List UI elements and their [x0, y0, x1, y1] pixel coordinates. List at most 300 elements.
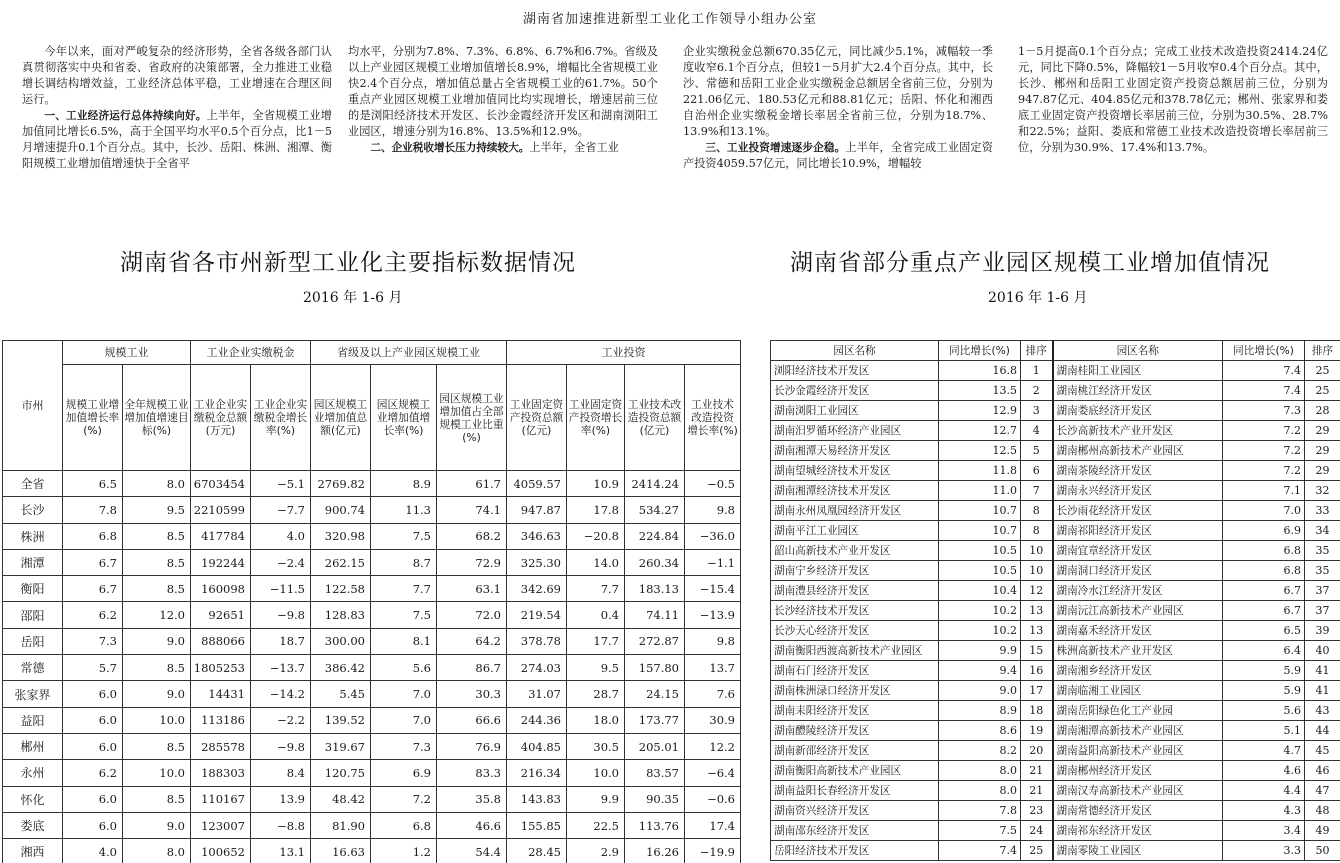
value-cell: −19.9	[685, 839, 741, 863]
rank-cell: 10	[1021, 561, 1053, 581]
article-columns	[0, 44, 1340, 204]
value-cell: 10.0	[123, 707, 191, 733]
rank-cell: 7	[1021, 481, 1053, 501]
growth-cell: 10.2	[939, 621, 1021, 641]
value-cell: 342.69	[507, 576, 567, 602]
right-table-subtitle: 2016 年 1-6 月	[988, 290, 1088, 306]
table-row	[3, 602, 741, 628]
value-cell: 10.0	[123, 760, 191, 786]
value-cell: 5.7	[63, 655, 123, 681]
value-cell: 66.6	[437, 707, 507, 733]
value-cell: −5.1	[251, 471, 311, 497]
park-name-cell: 湖南湘潭高新技术产业园区	[1053, 721, 1223, 741]
park-name-cell: 湖南益阳长春经济开发区	[771, 781, 939, 801]
rank-cell: 29	[1305, 461, 1340, 481]
right-table-title: 湖南省部分重点产业园区规模工业增加值情况	[790, 250, 1270, 276]
growth-cell: 5.9	[1223, 661, 1305, 681]
column-header: 园区规模工业增加值占全部规模工业比重(%)	[437, 365, 507, 471]
park-name-cell: 湖南新邵经济开发区	[771, 741, 939, 761]
value-cell: 378.78	[507, 628, 567, 654]
park-name-cell: 湖南衡阳高新技术产业园区	[771, 761, 939, 781]
rank-cell: 40	[1305, 641, 1340, 661]
park-name-cell: 湖南祁阳经济开发区	[1053, 521, 1223, 541]
growth-cell: 6.5	[1223, 621, 1305, 641]
rank-cell: 8	[1021, 501, 1053, 521]
value-cell: 46.6	[437, 812, 507, 838]
value-cell: 123007	[191, 812, 251, 838]
value-cell: 325.30	[507, 549, 567, 575]
value-cell: 17.7	[567, 628, 625, 654]
value-cell: 7.8	[63, 497, 123, 523]
park-name-cell: 湖南临湘工业园区	[1053, 681, 1223, 701]
growth-cell: 6.4	[1223, 641, 1305, 661]
value-cell: 113186	[191, 707, 251, 733]
rank-cell: 47	[1305, 781, 1340, 801]
value-cell: 404.85	[507, 733, 567, 759]
park-name-cell: 长沙金霞经济开发区	[771, 381, 939, 401]
growth-cell: 7.5	[939, 821, 1021, 841]
value-cell: 30.5	[567, 733, 625, 759]
growth-cell: 9.0	[939, 681, 1021, 701]
growth-cell: 13.5	[939, 381, 1021, 401]
city-name-cell: 长沙	[3, 497, 63, 523]
value-cell: −13.9	[685, 602, 741, 628]
table-row	[771, 521, 1340, 541]
value-cell: 14.0	[567, 549, 625, 575]
growth-cell: 4.3	[1223, 801, 1305, 821]
city-indicators-table	[2, 340, 741, 863]
value-cell: 9.0	[123, 812, 191, 838]
value-cell: −2.2	[251, 707, 311, 733]
park-name-cell: 湖南湘潭经济技术开发区	[771, 481, 939, 501]
group-header: 工业企业实缴税金	[191, 341, 311, 365]
park-name-cell: 湖南浏阳工业园区	[771, 401, 939, 421]
city-name-cell: 邵阳	[3, 602, 63, 628]
city-name-cell: 永州	[3, 760, 63, 786]
value-cell: 10.9	[567, 471, 625, 497]
park-name-cell: 湖南澧县经济开发区	[771, 581, 939, 601]
value-cell: 7.6	[685, 681, 741, 707]
rank-cell: 13	[1021, 621, 1053, 641]
value-cell: 6.7	[63, 576, 123, 602]
value-cell: 64.2	[437, 628, 507, 654]
value-cell: −1.1	[685, 549, 741, 575]
value-cell: 28.7	[567, 681, 625, 707]
value-cell: 173.77	[625, 707, 685, 733]
rank-cell: 41	[1305, 681, 1340, 701]
rank-cell: 20	[1021, 741, 1053, 761]
growth-cell: 7.4	[1223, 361, 1305, 381]
value-cell: 13.7	[685, 655, 741, 681]
value-cell: 7.0	[371, 707, 437, 733]
table-row	[771, 761, 1340, 781]
value-cell: −0.6	[685, 786, 741, 812]
industrial-parks-table	[770, 340, 1340, 861]
value-cell: 183.13	[625, 576, 685, 602]
value-cell: 7.5	[371, 523, 437, 549]
growth-cell: 8.0	[939, 781, 1021, 801]
park-name-cell: 湖南石门经济开发区	[771, 661, 939, 681]
value-cell: 386.42	[311, 655, 371, 681]
city-name-cell: 郴州	[3, 733, 63, 759]
value-cell: 90.35	[625, 786, 685, 812]
rank-cell: 21	[1021, 781, 1053, 801]
column-header: 工业企业实缴税金增长率(%)	[251, 365, 311, 471]
value-cell: 417784	[191, 523, 251, 549]
table-row	[771, 441, 1340, 461]
rank-cell: 1	[1021, 361, 1053, 381]
table-row	[3, 655, 741, 681]
value-cell: 8.5	[123, 786, 191, 812]
park-name-cell: 湖南宜章经济开发区	[1053, 541, 1223, 561]
table-row	[3, 497, 741, 523]
growth-cell: 7.8	[939, 801, 1021, 821]
city-table-body	[3, 471, 741, 863]
value-cell: 2210599	[191, 497, 251, 523]
table-row	[771, 621, 1340, 641]
value-cell: 31.07	[507, 681, 567, 707]
rank-cell: 6	[1021, 461, 1053, 481]
value-cell: 4059.57	[507, 471, 567, 497]
value-cell: 5.45	[311, 681, 371, 707]
growth-cell: 10.7	[939, 521, 1021, 541]
park-name-cell: 湖南宁乡经济开发区	[771, 561, 939, 581]
value-cell: 947.87	[507, 497, 567, 523]
growth-cell: 12.9	[939, 401, 1021, 421]
paragraph	[22, 108, 332, 172]
park-name-cell: 湖南祁东经济开发区	[1053, 821, 1223, 841]
value-cell: 274.03	[507, 655, 567, 681]
table-row	[771, 661, 1340, 681]
value-cell: 76.9	[437, 733, 507, 759]
park-name-cell: 湖南岳阳绿色化工产业园	[1053, 701, 1223, 721]
park-name-cell: 湖南洞口经济开发区	[1053, 561, 1223, 581]
growth-cell: 7.4	[1223, 381, 1305, 401]
growth-cell: 8.9	[939, 701, 1021, 721]
value-cell: 86.7	[437, 655, 507, 681]
growth-cell: 6.8	[1223, 541, 1305, 561]
parks-table-body	[771, 361, 1340, 861]
value-cell: 68.2	[437, 523, 507, 549]
city-column-header: 市州	[3, 341, 63, 471]
value-cell: 35.8	[437, 786, 507, 812]
rank-cell: 21	[1021, 761, 1053, 781]
paragraph	[348, 140, 658, 156]
park-name-cell: 长沙经济技术开发区	[771, 601, 939, 621]
paragraph	[683, 140, 993, 172]
rank-cell: 19	[1021, 721, 1053, 741]
column-header: 园区规模工业增加值增长率(%)	[371, 365, 437, 471]
table-row	[3, 471, 741, 497]
table-row	[771, 561, 1340, 581]
rank-cell: 17	[1021, 681, 1053, 701]
park-name-cell: 湖南汉寿高新技术产业园区	[1053, 781, 1223, 801]
growth-cell: 8.6	[939, 721, 1021, 741]
value-cell: 16.26	[625, 839, 685, 863]
paragraph: 今年以来，面对严峻复杂的经济形势，全省各级各部门认真贯彻落实中央和省委、省政府的决策部署，全力推进工业稳增长调结构增效益，工业经济总体平稳，工业增速在合理区间运行。	[22, 45, 332, 106]
rank-cell: 29	[1305, 421, 1340, 441]
city-name-cell: 娄底	[3, 812, 63, 838]
park-name-cell: 湖南郴州经济开发区	[1053, 761, 1223, 781]
article-column-3	[683, 44, 993, 172]
city-name-cell: 怀化	[3, 786, 63, 812]
city-name-cell: 益阳	[3, 707, 63, 733]
rank-cell: 39	[1305, 621, 1340, 641]
park-name-cell: 湖南耒阳经济开发区	[771, 701, 939, 721]
value-cell: 6.7	[63, 549, 123, 575]
value-cell: 8.0	[123, 471, 191, 497]
value-cell: 534.27	[625, 497, 685, 523]
park-name-cell: 湖南平江工业园区	[771, 521, 939, 541]
city-name-cell: 张家界	[3, 681, 63, 707]
table-row	[771, 461, 1340, 481]
growth-cell: 12.7	[939, 421, 1021, 441]
growth-cell: 7.4	[939, 841, 1021, 861]
park-name-cell: 湖南湘潭天易经济开发区	[771, 441, 939, 461]
table-row	[771, 681, 1340, 701]
city-name-cell: 湘西	[3, 839, 63, 863]
value-cell: 12.2	[685, 733, 741, 759]
rank-cell: 24	[1021, 821, 1053, 841]
value-cell: 6.2	[63, 760, 123, 786]
value-cell: 72.9	[437, 549, 507, 575]
value-cell: 24.15	[625, 681, 685, 707]
value-cell: 14431	[191, 681, 251, 707]
rank-cell: 37	[1305, 601, 1340, 621]
park-name-cell: 湖南汨罗循环经济产业园区	[771, 421, 939, 441]
park-name-cell: 长沙雨花经济开发区	[1053, 501, 1223, 521]
table-row	[771, 581, 1340, 601]
value-cell: 8.5	[123, 576, 191, 602]
growth-cell: 10.4	[939, 581, 1021, 601]
growth-cell: 12.5	[939, 441, 1021, 461]
growth-cell: 8.0	[939, 761, 1021, 781]
value-cell: 9.8	[685, 497, 741, 523]
paragraph-text: 上半年，全省规模工业增加值同比增长6.5%，高于全国平均水平0.5个百分点，比1－5月增速提升0.1个百分点。其中，长沙、岳阳、株洲、湘潭、衡阳规模工业增加值增速快于全省平	[22, 109, 332, 170]
growth-cell: 4.7	[1223, 741, 1305, 761]
value-cell: 7.3	[63, 628, 123, 654]
value-cell: 6.0	[63, 812, 123, 838]
value-cell: 7.7	[567, 576, 625, 602]
rank-cell: 28	[1305, 401, 1340, 421]
value-cell: 888066	[191, 628, 251, 654]
rank-cell: 37	[1305, 581, 1340, 601]
value-cell: 4.0	[251, 523, 311, 549]
value-cell: 13.1	[251, 839, 311, 863]
table-row	[3, 707, 741, 733]
value-cell: 6.0	[63, 681, 123, 707]
value-cell: −2.4	[251, 549, 311, 575]
growth-cell: 9.4	[939, 661, 1021, 681]
rank-cell: 41	[1305, 661, 1340, 681]
value-cell: 16.63	[311, 839, 371, 863]
value-cell: 9.5	[123, 497, 191, 523]
value-cell: 81.90	[311, 812, 371, 838]
value-cell: 6.8	[371, 812, 437, 838]
growth-cell: 7.2	[1223, 461, 1305, 481]
growth-cell: 7.2	[1223, 441, 1305, 461]
table-row	[771, 821, 1340, 841]
value-cell: −13.7	[251, 655, 311, 681]
park-name-cell: 湖南湘乡经济开发区	[1053, 661, 1223, 681]
table-row	[771, 381, 1340, 401]
city-name-cell: 全省	[3, 471, 63, 497]
column-header: 工业技术改造投资总额(亿元)	[625, 365, 685, 471]
park-name-cell: 湖南衡阳西渡高新技术产业园区	[771, 641, 939, 661]
park-name-cell: 长沙高新技术产业开发区	[1053, 421, 1223, 441]
value-cell: 272.87	[625, 628, 685, 654]
growth-cell: 5.1	[1223, 721, 1305, 741]
value-cell: 319.67	[311, 733, 371, 759]
section-heading: 三、工业投资增速逐步企稳。	[705, 142, 846, 154]
value-cell: −9.8	[251, 602, 311, 628]
rank-cell: 3	[1021, 401, 1053, 421]
rank-cell: 16	[1021, 661, 1053, 681]
park-name-cell: 株洲高新技术产业开发区	[1053, 641, 1223, 661]
left-table-title: 湖南省各市州新型工业化主要指标数据情况	[120, 250, 576, 276]
value-cell: 22.5	[567, 812, 625, 838]
city-name-cell: 湘潭	[3, 549, 63, 575]
value-cell: 74.11	[625, 602, 685, 628]
value-cell: 83.3	[437, 760, 507, 786]
value-cell: 900.74	[311, 497, 371, 523]
table-row	[771, 641, 1340, 661]
value-cell: 7.0	[371, 681, 437, 707]
left-table-subtitle: 2016 年 1-6 月	[303, 290, 403, 306]
table-row	[3, 523, 741, 549]
value-cell: 2.9	[567, 839, 625, 863]
table-row	[3, 733, 741, 759]
value-cell: 61.7	[437, 471, 507, 497]
city-name-cell: 株洲	[3, 523, 63, 549]
value-cell: 11.3	[371, 497, 437, 523]
value-cell: −0.5	[685, 471, 741, 497]
value-cell: 285578	[191, 733, 251, 759]
value-cell: 7.5	[371, 602, 437, 628]
growth-cell: 8.2	[939, 741, 1021, 761]
rank-cell: 8	[1021, 521, 1053, 541]
value-cell: 2769.82	[311, 471, 371, 497]
table-row	[771, 741, 1340, 761]
value-cell: 6.0	[63, 733, 123, 759]
rank-cell: 46	[1305, 761, 1340, 781]
column-header: 排序	[1305, 341, 1340, 361]
value-cell: −14.2	[251, 681, 311, 707]
value-cell: 48.42	[311, 786, 371, 812]
value-cell: 205.01	[625, 733, 685, 759]
park-name-cell: 湖南永兴经济开发区	[1053, 481, 1223, 501]
growth-cell: 7.2	[1223, 421, 1305, 441]
rank-cell: 48	[1305, 801, 1340, 821]
value-cell: 9.0	[123, 681, 191, 707]
value-cell: 110167	[191, 786, 251, 812]
paragraph-text: 上半年，全省工业	[529, 141, 619, 154]
table-row	[771, 501, 1340, 521]
rank-cell: 44	[1305, 721, 1340, 741]
value-cell: 4.0	[63, 839, 123, 863]
park-name-cell: 湖南郴州高新技术产业园区	[1053, 441, 1223, 461]
value-cell: 260.34	[625, 549, 685, 575]
value-cell: 5.6	[371, 655, 437, 681]
park-name-cell: 湖南桃江经济开发区	[1053, 381, 1223, 401]
growth-cell: 11.0	[939, 481, 1021, 501]
table-row	[771, 601, 1340, 621]
column-header: 同比增长(%)	[1223, 341, 1305, 361]
value-cell: −9.8	[251, 733, 311, 759]
rank-cell: 12	[1021, 581, 1053, 601]
column-header: 工业技术改造投资增长率(%)	[685, 365, 741, 471]
rank-cell: 34	[1305, 521, 1340, 541]
table-row	[771, 701, 1340, 721]
value-cell: 120.75	[311, 760, 371, 786]
column-header: 园区规模工业增加值总额(亿元)	[311, 365, 371, 471]
value-cell: 72.0	[437, 602, 507, 628]
table-row	[3, 760, 741, 786]
city-name-cell: 岳阳	[3, 628, 63, 654]
park-name-cell: 湖南邵东经济开发区	[771, 821, 939, 841]
table-row	[771, 541, 1340, 561]
column-header: 同比增长(%)	[939, 341, 1021, 361]
rank-cell: 33	[1305, 501, 1340, 521]
table-row	[3, 839, 741, 863]
paragraph: 均水平，分别为7.8%、7.3%、6.8%、6.7%和6.7%。省级及以上产业园区规模工业增加值增长8.9%，增幅比全省规模工业快2.4个百分点，增加值总量占全省规模工业的61.7%。50个重点产业园区规模工业增加值同比均实现增长，增速居前三位的是浏阳经济技术开发区、长沙金霞经济开发区和湖南浏阳工业园区，增速分别为16.8%、13.5%和12.9%。	[348, 45, 658, 138]
rank-cell: 32	[1305, 481, 1340, 501]
group-header: 工业投资	[507, 341, 741, 365]
growth-cell: 16.8	[939, 361, 1021, 381]
table-row	[3, 681, 741, 707]
value-cell: 6.9	[371, 760, 437, 786]
value-cell: 7.3	[371, 733, 437, 759]
column-header: 园区名称	[771, 341, 939, 361]
value-cell: 6.8	[63, 523, 123, 549]
park-name-cell: 湖南桂阳工业园区	[1053, 361, 1223, 381]
value-cell: 1.2	[371, 839, 437, 863]
value-cell: 8.5	[123, 733, 191, 759]
value-cell: −15.4	[685, 576, 741, 602]
column-header: 园区名称	[1053, 341, 1223, 361]
growth-cell: 6.9	[1223, 521, 1305, 541]
value-cell: 219.54	[507, 602, 567, 628]
rank-cell: 25	[1305, 361, 1340, 381]
park-name-cell: 湖南益阳高新技术产业园区	[1053, 741, 1223, 761]
rank-cell: 43	[1305, 701, 1340, 721]
value-cell: 216.34	[507, 760, 567, 786]
value-cell: 157.80	[625, 655, 685, 681]
rank-cell: 45	[1305, 741, 1340, 761]
park-name-cell: 湖南永州凤凰园经济开发区	[771, 501, 939, 521]
growth-cell: 11.8	[939, 461, 1021, 481]
value-cell: 143.83	[507, 786, 567, 812]
value-cell: 6.5	[63, 471, 123, 497]
value-cell: 18.0	[567, 707, 625, 733]
rank-cell: 2	[1021, 381, 1053, 401]
park-name-cell: 韶山高新技术产业开发区	[771, 541, 939, 561]
growth-cell: 3.4	[1223, 821, 1305, 841]
value-cell: 7.7	[371, 576, 437, 602]
value-cell: 346.63	[507, 523, 567, 549]
park-name-cell: 湖南资兴经济开发区	[771, 801, 939, 821]
value-cell: 0.4	[567, 602, 625, 628]
value-cell: −6.4	[685, 760, 741, 786]
rank-cell: 5	[1021, 441, 1053, 461]
value-cell: 13.9	[251, 786, 311, 812]
column-header: 工业固定资产投资增长率(%)	[567, 365, 625, 471]
value-cell: 74.1	[437, 497, 507, 523]
growth-cell: 5.9	[1223, 681, 1305, 701]
value-cell: 17.4	[685, 812, 741, 838]
page-header-title: 湖南省加速推进新型工业化工作领导小组办公室	[522, 12, 817, 27]
rank-cell: 4	[1021, 421, 1053, 441]
